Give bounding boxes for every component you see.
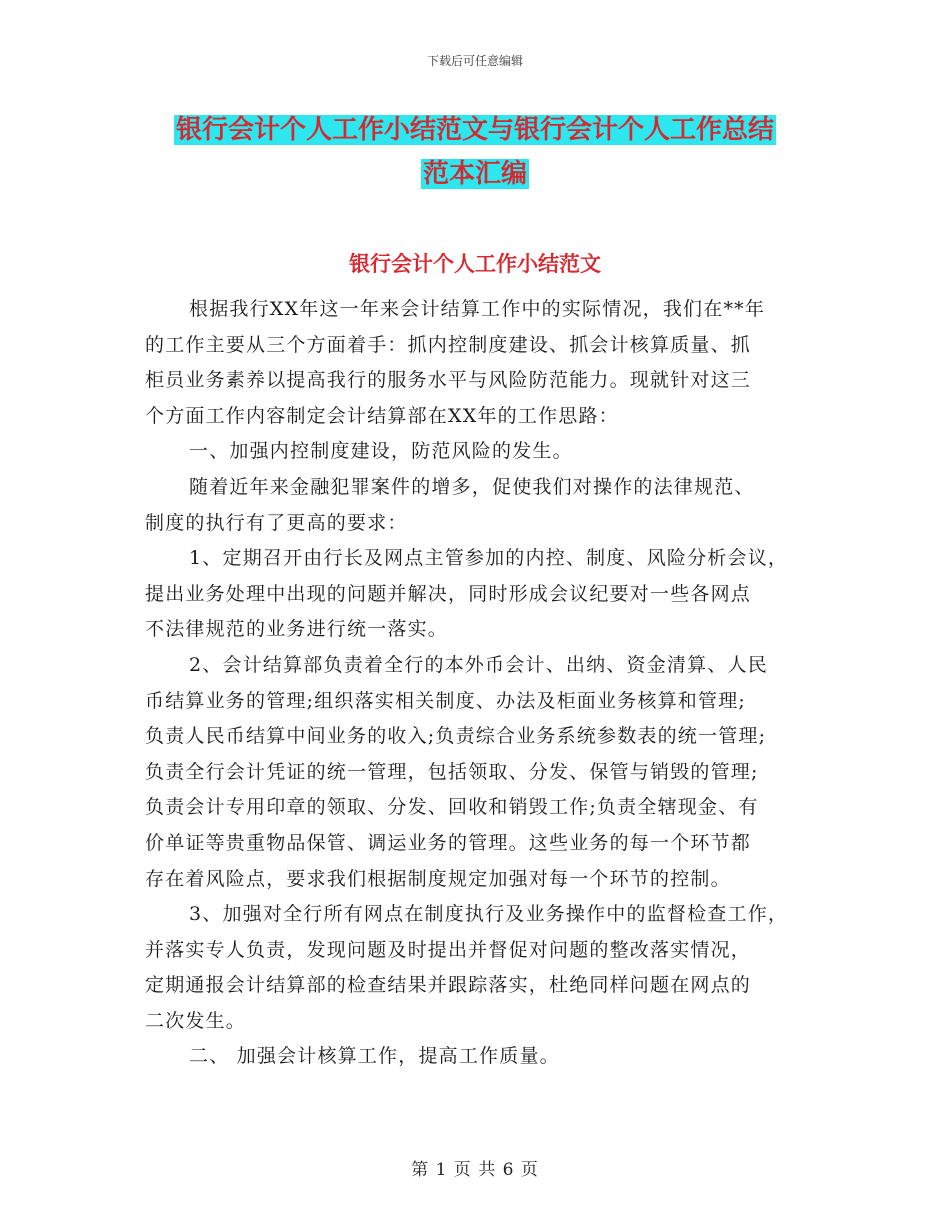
page-number-footer: 第 1 页 共 6 页 [411, 1160, 539, 1180]
body-text-line: 存在着风险点，要求我们根据制度规定加强对每一个环节的控制。 [145, 867, 731, 890]
body-text-line: 二次发生。 [145, 1009, 247, 1032]
document-title-text-2: 范本汇编 [422, 159, 527, 189]
body-text-line: 个方面工作内容制定会计结算部在XX年的工作思路： [145, 404, 619, 427]
body-text-line: 制度的执行有了更高的要求： [145, 511, 408, 534]
body-text-line: 币结算业务的管理;组织落实相关制度、办法及柜面业务核算和管理; [145, 689, 747, 712]
page-header-note: 下载后可任意编辑 [426, 54, 523, 68]
body-text-line: 不法律规范的业务进行统一落实。 [145, 618, 449, 641]
body-text-line: 二、 加强会计核算工作，提高工作质量。 [189, 1045, 560, 1068]
body-text-line: 3、加强对全行所有网点在制度执行及业务操作中的监督检查工作， [189, 903, 789, 926]
body-text-line: 负责会计专用印章的领取、分发、回收和销毁工作;负责全辖现金、有 [145, 796, 759, 819]
body-text-line: 2、会计结算部负责着全行的本外币会计、出纳、资金清算、人民 [189, 653, 768, 676]
body-text-line: 根据我行XX年这一年来会计结算工作中的实际情况，我们在**年 [189, 298, 766, 320]
body-text-line: 1、定期召开由行长及网点主管参加的内控、制度、风险分析会议， [189, 547, 789, 570]
body-text-line: 提出业务处理中出现的问题并解决，同时形成会议纪要对一些各网点 [145, 582, 752, 605]
document-body [145, 292, 815, 1075]
body-text-line: 并落实专人负责，发现问题及时提出并督促对问题的整改落实情况， [145, 938, 752, 961]
body-text-line: 价单证等贵重物品保管、调运业务的管理。这些业务的每一个环节都 [145, 831, 752, 854]
document-title-text-1: 银行会计个人工作小结范文与银行会计个人工作总结 [175, 115, 774, 145]
body-text-line: 一、加强内控制度建设，防范风险的发生。 [189, 440, 573, 463]
section-title: 银行会计个人工作小结范文 [349, 252, 601, 276]
body-text-line: 负责全行会计凭证的统一管理，包括领取、分发、保管与销毁的管理; [145, 760, 759, 783]
body-text-line: 的工作主要从三个方面着手：抓内控制度建设、抓会计核算质量、抓 [145, 333, 752, 356]
document-title-line-2 [0, 156, 950, 192]
document-title-line-1 [0, 112, 950, 148]
body-text-line: 定期通报会计结算部的检查结果并跟踪落实，杜绝同样问题在网点的 [145, 974, 752, 997]
body-text-line: 负责人民币结算中间业务的收入;负责综合业务系统参数表的统一管理; [145, 725, 767, 748]
body-text-line: 随着近年来金融犯罪案件的增多，促使我们对操作的法律规范、 [189, 475, 755, 498]
body-text-line: 柜员业务素养以提高我行的服务水平与风险防范能力。现就针对这三 [145, 369, 752, 392]
